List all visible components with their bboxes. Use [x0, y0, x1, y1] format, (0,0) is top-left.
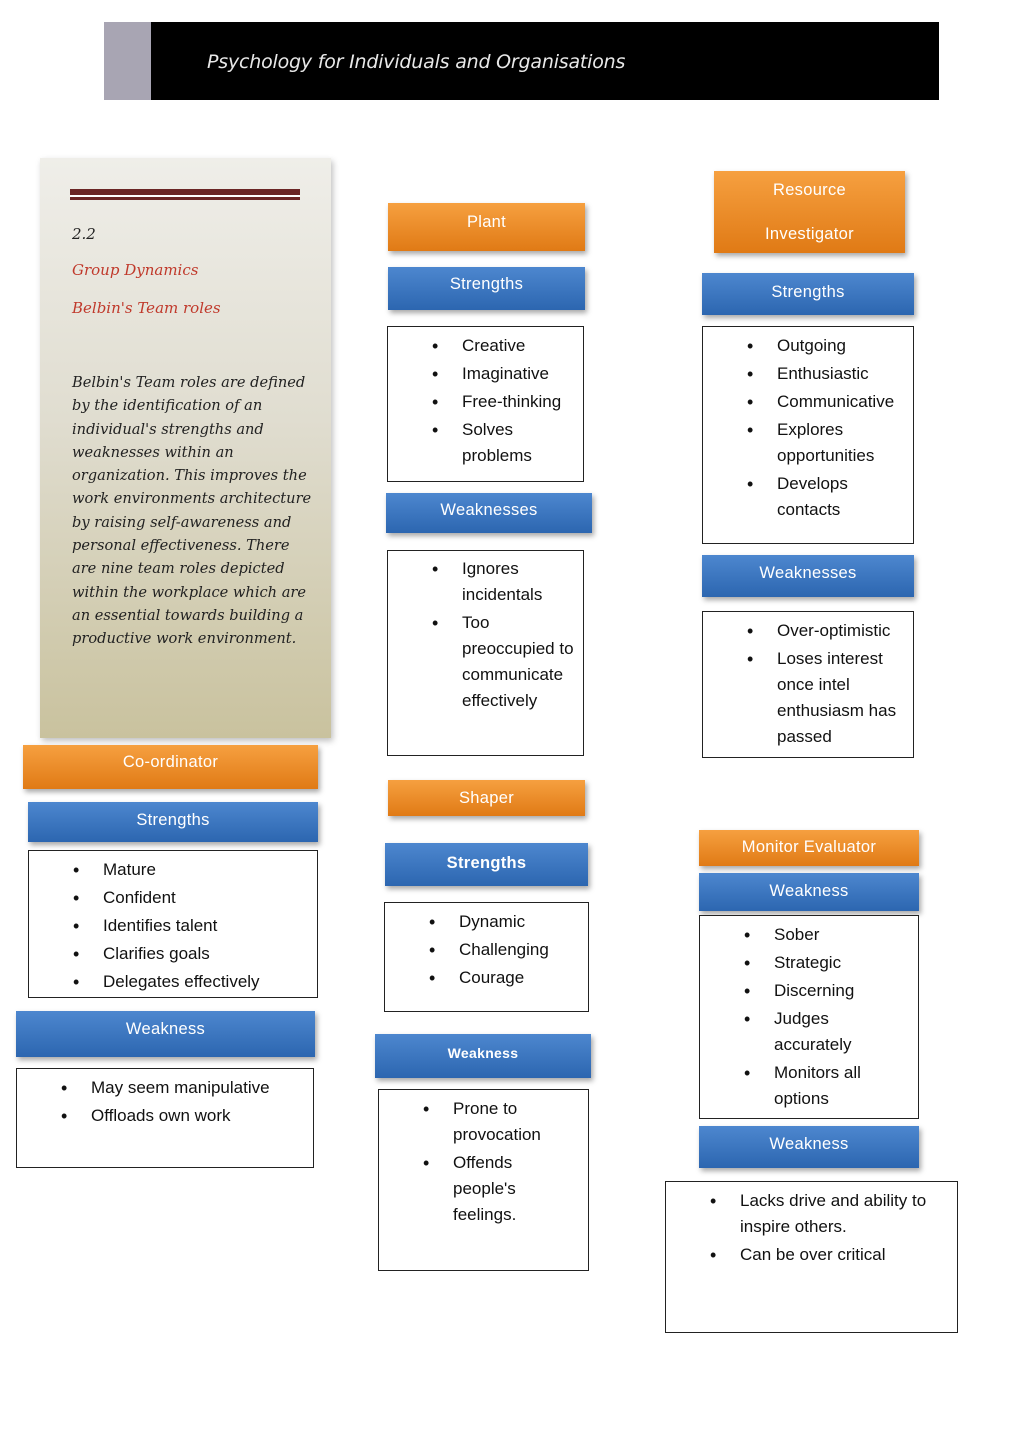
header-bar	[104, 22, 939, 100]
section-number: 2.2	[72, 225, 96, 243]
resource-investigator-weaknesses-list	[703, 618, 913, 750]
coordinator-title: Co-ordinator	[23, 745, 318, 789]
resource-investigator-title-line2: Investigator	[765, 225, 854, 243]
list-item: • Can be over critical	[666, 1242, 957, 1268]
header-title: Psychology for Individuals and Organisations	[207, 51, 626, 73]
shaper-strengths-list	[385, 909, 588, 991]
sidebar-panel	[40, 158, 331, 738]
list-item: • Sober	[700, 922, 918, 948]
list-item: • Enthusiastic	[703, 361, 913, 387]
list-item: • Strategic	[700, 950, 918, 976]
sidebar-divider	[70, 189, 300, 197]
resource-investigator-weaknesses-label: Weaknesses	[702, 555, 914, 597]
list-item: • Prone to provocation	[379, 1096, 559, 1148]
list-item: • Dynamic	[385, 909, 588, 935]
monitor-evaluator-list-1	[700, 922, 918, 1112]
coordinator-strengths-box	[28, 850, 318, 998]
list-item: • Offends people's feelings.	[379, 1150, 539, 1228]
list-item: • Communicative	[703, 389, 913, 415]
list-item: • Creative	[388, 333, 583, 359]
coordinator-strengths-list	[29, 857, 317, 995]
shaper-weakness-label: Weakness	[375, 1034, 591, 1078]
resource-investigator-title	[714, 171, 905, 253]
list-item: • Mature	[29, 857, 317, 883]
resource-investigator-strengths-list	[703, 333, 913, 523]
list-item: • Monitors all options	[700, 1060, 880, 1112]
shaper-weakness-box	[378, 1089, 589, 1271]
list-item: • Outgoing	[703, 333, 913, 359]
list-item: • Loses interest once intel enthusiasm has passed	[703, 646, 913, 750]
list-item: • Judges accurately	[700, 1006, 870, 1058]
shaper-strengths-label: Strengths	[385, 843, 588, 886]
header-accent	[104, 22, 151, 100]
list-item: • Too preoccupied to communicate effectively	[388, 610, 578, 714]
list-item: • Ignores incidentals	[388, 556, 538, 608]
resource-investigator-strengths-box	[702, 326, 914, 544]
resource-investigator-title-line1: Resource	[772, 181, 847, 199]
list-item: • Lacks drive and ability to inspire others.	[666, 1188, 946, 1240]
list-item: • Courage	[385, 965, 588, 991]
list-item: • Confident	[29, 885, 317, 911]
section-heading: Group Dynamics	[72, 261, 199, 279]
plant-weaknesses-list	[388, 556, 583, 714]
shaper-title: Shaper	[388, 780, 585, 816]
coordinator-strengths-label: Strengths	[28, 802, 318, 842]
monitor-evaluator-label-2: Weakness	[699, 1126, 919, 1168]
list-item: • Develops contacts	[703, 471, 873, 523]
list-item: • Clarifies goals	[29, 941, 317, 967]
list-item: • Identifies talent	[29, 913, 317, 939]
monitor-evaluator-box-1	[699, 915, 919, 1119]
resource-investigator-weaknesses-box	[702, 611, 914, 758]
monitor-evaluator-label-1: Weakness	[699, 873, 919, 911]
section-subheading: Belbin's Team roles	[72, 299, 221, 317]
plant-title: Plant	[388, 203, 585, 251]
coordinator-weakness-list	[17, 1075, 313, 1129]
monitor-evaluator-title: Monitor Evaluator	[699, 830, 919, 866]
plant-weaknesses-label: Weaknesses	[386, 493, 592, 533]
coordinator-weakness-box	[16, 1068, 314, 1168]
list-item: • Free-thinking	[388, 389, 583, 415]
list-item: • Offloads own work	[17, 1103, 313, 1129]
plant-strengths-box	[387, 326, 584, 482]
list-item: • Challenging	[385, 937, 588, 963]
list-item: • Imaginative	[388, 361, 583, 387]
plant-strengths-list	[388, 333, 583, 469]
shaper-weakness-list	[379, 1096, 588, 1228]
resource-investigator-strengths-label: Strengths	[702, 273, 914, 315]
list-item: • Explores opportunities	[703, 417, 903, 469]
list-item: • Discerning	[700, 978, 918, 1004]
sidebar-paragraph: Belbin's Team roles are defined by the identification of an individual's strengths and weaknesses within an organization. This improves the work environments architecture by raising self-awareness and personal effectiveness. There are nine team roles depicted within the workplace which are an essential towards building a productive work environment.	[72, 374, 312, 648]
list-item: • May seem manipulative	[17, 1075, 313, 1101]
list-item: • Delegates effectively	[29, 969, 317, 995]
list-item: • Solves problems	[388, 417, 538, 469]
coordinator-weakness-label: Weakness	[16, 1011, 315, 1057]
monitor-evaluator-list-2	[666, 1188, 957, 1268]
monitor-evaluator-box-2	[665, 1181, 958, 1333]
plant-weaknesses-box	[387, 550, 584, 756]
list-item: • Over-optimistic	[703, 618, 913, 644]
plant-strengths-label: Strengths	[388, 267, 585, 310]
shaper-strengths-box	[384, 902, 589, 1012]
